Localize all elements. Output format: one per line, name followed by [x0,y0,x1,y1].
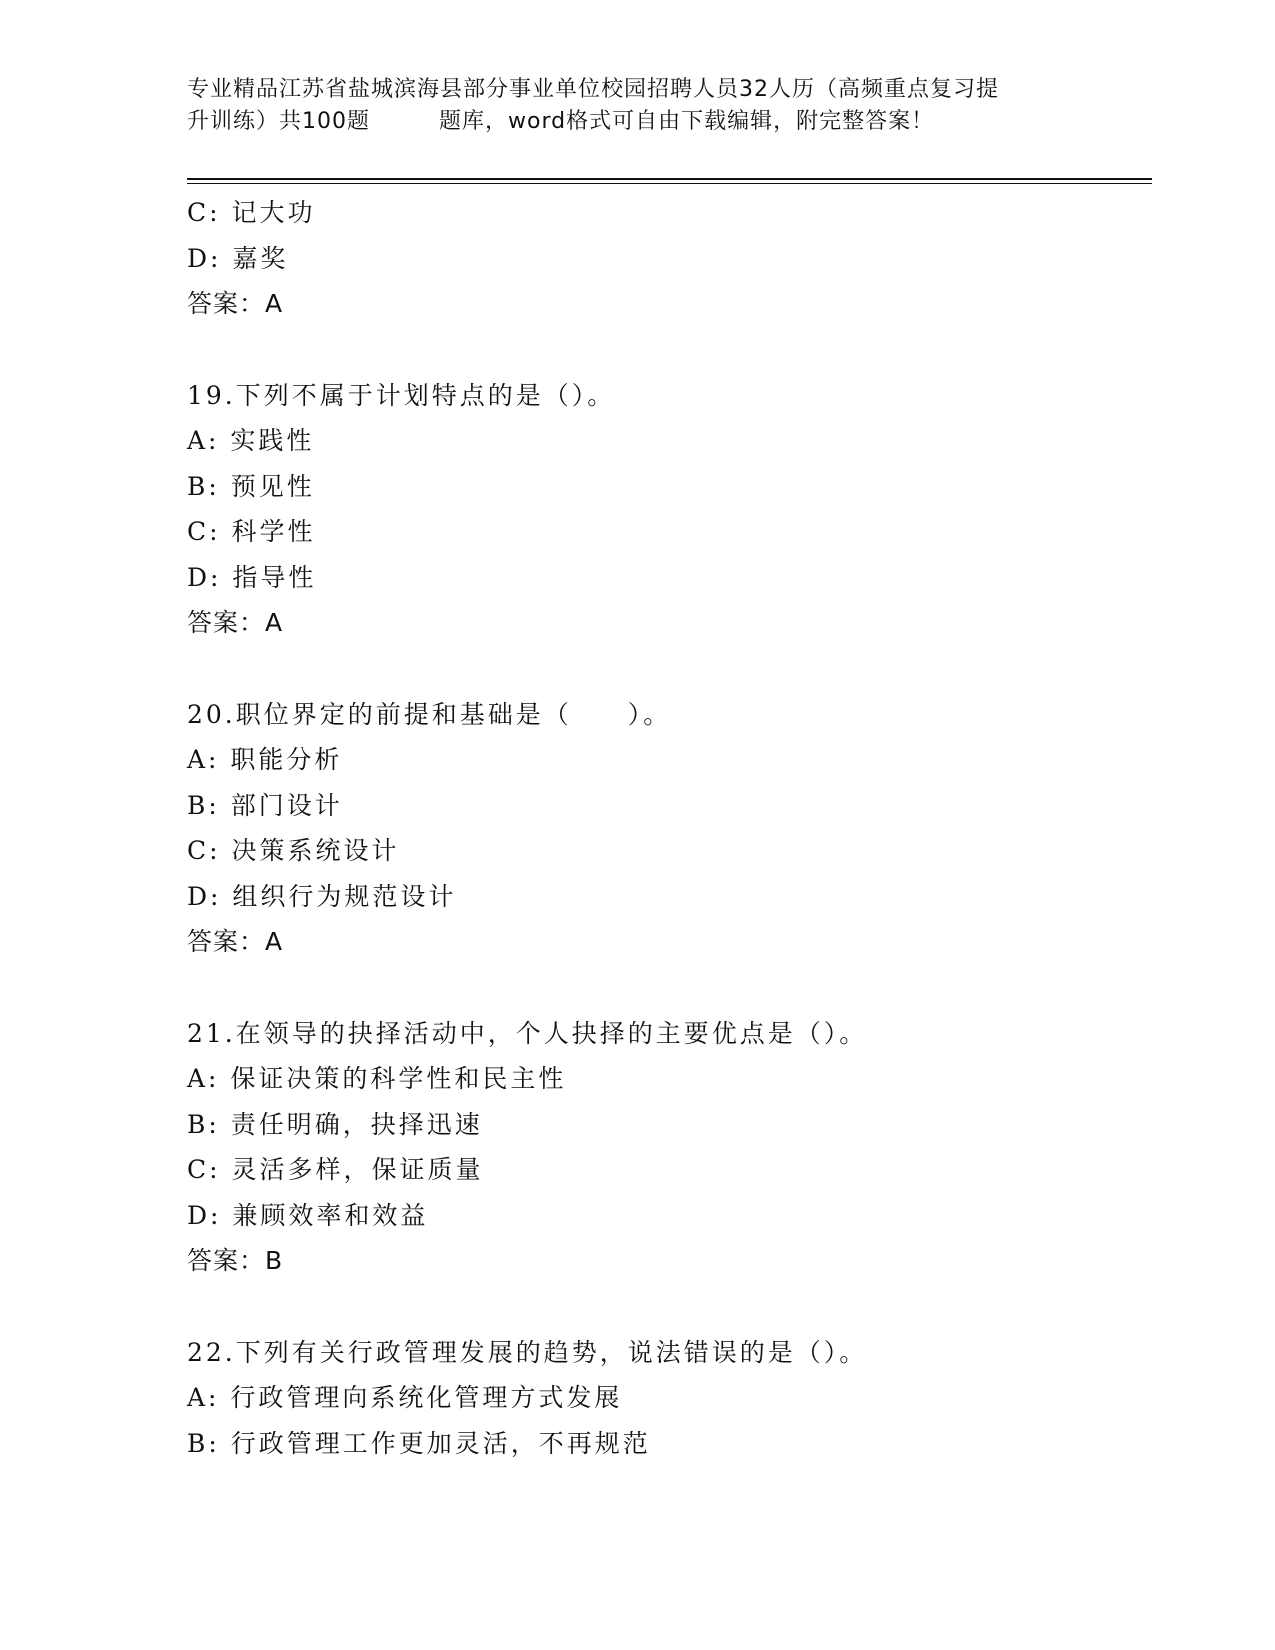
question-block-19 [187,373,1152,646]
header-divider-thick [187,178,1152,180]
document-header [187,74,1067,138]
option-a: A: 职能分析 [187,745,343,774]
option-c: C: 科学性 [187,517,316,546]
header-title-line-2: 升训练）共100题 题库，word格式可自由下载编辑，附完整答案！ [187,109,935,134]
question-spacer [187,965,1152,1011]
header-title-line-1: 专业精品江苏省盐城滨海县部分事业单位校园招聘人员32人历（高频重点复习提 [187,77,999,102]
option-d: D: 兼顾效率和效益 [187,1200,429,1230]
question-block-20 [187,692,1152,965]
option-d: D: 指导性 [187,562,317,592]
option-d: D: 组织行为规范设计 [187,881,457,911]
option-c: C: 记大功 [187,198,316,227]
question-spacer [187,327,1152,373]
header-divider-thin [187,183,1152,184]
option-b: B: 责任明确，抉择迅速 [187,1109,483,1139]
option-c: C: 灵活多样，保证质量 [187,1155,484,1184]
option-d: D: 嘉奖 [187,243,289,273]
option-c: C: 决策系统设计 [187,836,400,865]
answer-label: 答案：A [187,608,284,637]
question-block-21 [187,1011,1152,1284]
question-list [187,190,1152,1466]
option-a: A: 实践性 [187,426,315,455]
question-stem: 21.在领导的抉择活动中，个人抉择的主要优点是（）。 [187,1018,868,1048]
question-spacer [187,1284,1152,1330]
question-block-22 [187,1330,1152,1467]
question-spacer [187,646,1152,692]
answer-label: 答案：B [187,1246,284,1275]
question-stem: 20.职位界定的前提和基础是（ ）。 [187,699,672,729]
question-stem: 22.下列有关行政管理发展的趋势，说法错误的是（）。 [187,1337,868,1367]
option-b: B: 行政管理工作更加灵活，不再规范 [187,1428,651,1458]
answer-label: 答案：A [187,289,284,318]
option-a: A: 行政管理向系统化管理方式发展 [187,1383,623,1412]
option-b: B: 预见性 [187,471,315,501]
question-block-partial [187,190,1152,327]
answer-label: 答案：A [187,927,284,956]
option-b: B: 部门设计 [187,790,343,820]
question-stem: 19.下列不属于计划特点的是（）。 [187,380,616,410]
option-a: A: 保证决策的科学性和民主性 [187,1064,567,1093]
